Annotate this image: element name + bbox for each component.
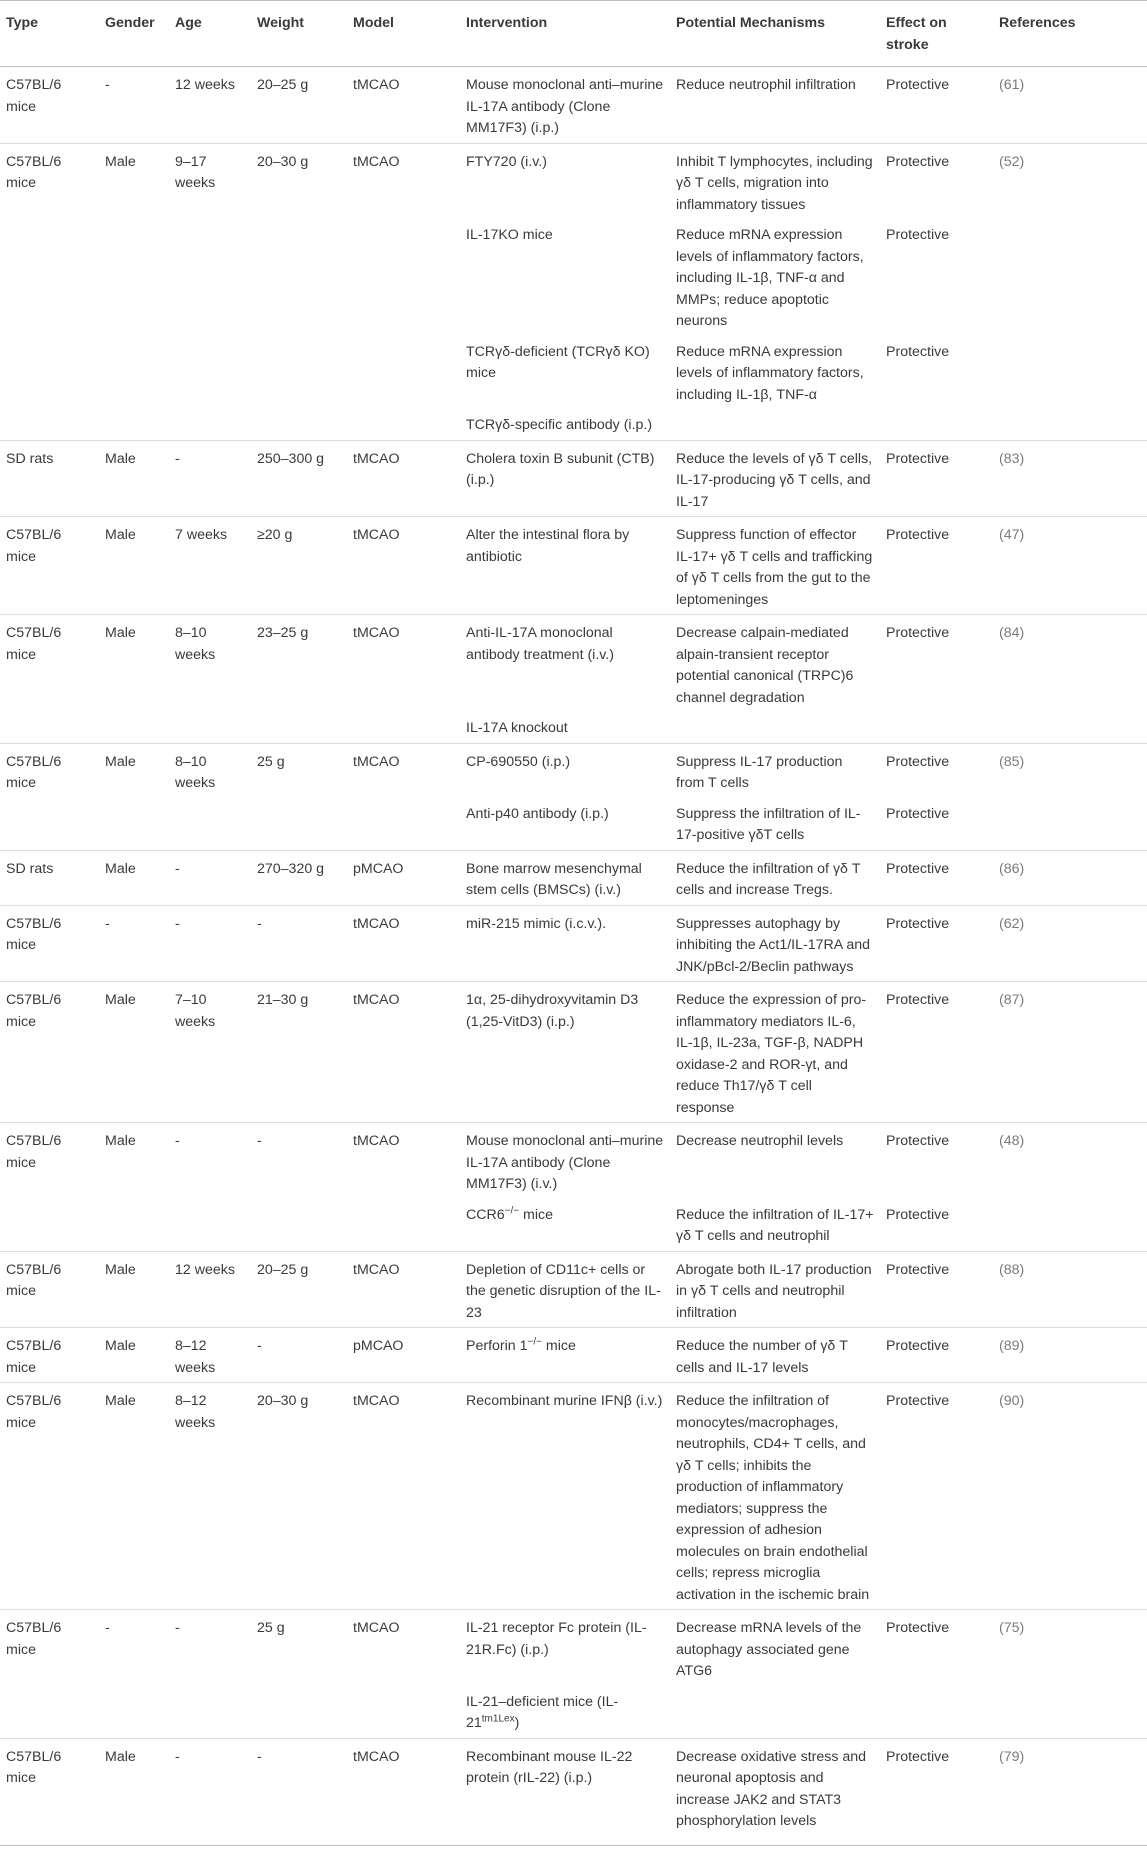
cell-weight: 21–30 g [251, 982, 347, 1123]
table-row [0, 905, 1147, 982]
cell-gender: - [99, 905, 169, 982]
cell-reference [993, 798, 1147, 851]
cell-gender: Male [99, 1328, 169, 1383]
cell-intervention: Cholera toxin B subunit (CTB) (i.p.) [460, 440, 670, 517]
cell-weight: 20–30 g [251, 143, 347, 219]
cell-weight: 20–25 g [251, 1251, 347, 1328]
cell-effect: Protective [880, 1251, 993, 1328]
intervention-text-tail: mice [519, 1206, 554, 1223]
cell-effect: Protective [880, 1610, 993, 1686]
table-row [0, 517, 1147, 615]
header-age: Age [169, 1, 251, 67]
intervention-superscript: tm1Lex [481, 1713, 515, 1725]
cell-reference: (86) [993, 850, 1147, 905]
cell-reference: (52) [993, 143, 1147, 219]
table-row [0, 440, 1147, 517]
table-row [0, 1383, 1147, 1610]
cell-reference: (89) [993, 1328, 1147, 1383]
cell-model [347, 409, 460, 440]
cell-effect: Protective [886, 343, 950, 360]
cell-weight: 270–320 g [251, 850, 347, 905]
cell-weight [251, 798, 347, 851]
cell-intervention: IL-17KO mice [466, 227, 553, 243]
cell-reference [993, 712, 1147, 743]
cell-mechanism: Decrease neutrophil levels [670, 1123, 880, 1199]
cell-weight: - [251, 905, 347, 982]
table-header-row [0, 1, 1147, 67]
cell-intervention: TCRγδ-deficient (TCRγδ KO) mice [466, 343, 650, 381]
cell-reference [993, 219, 1147, 336]
table-row [0, 409, 1147, 440]
cell-model [347, 1199, 460, 1252]
intervention-text: CCR6 [466, 1206, 505, 1223]
table-row [0, 615, 1147, 713]
cell-intervention: miR-215 mimic (i.c.v.). [460, 905, 670, 982]
header-weight: Weight [251, 1, 347, 67]
cell-reference: (83) [993, 440, 1147, 517]
cell-age: 12 weeks [175, 77, 235, 93]
cell-gender: Male [99, 1251, 169, 1328]
cell-mechanism: Reduce the levels of γδ T cells, IL-17-producing γδ T cells, and IL-17 [670, 440, 880, 517]
cell-weight: - [251, 1738, 347, 1845]
cell-mechanism: Reduce the expression of pro-inflammatory mediators IL-6, IL-1β, IL-23a, TGF-β, NADPH oxidase-2 and ROR-γt, and reduce Th17/γδ T cell response [670, 982, 880, 1123]
cell-intervention: Alter the intestinal flora by antibiotic [460, 517, 670, 615]
intervention-text-tail: ) [514, 1715, 520, 1731]
cell-weight: 25 g [251, 1610, 347, 1686]
cell-effect: Protective [880, 1123, 993, 1199]
cell-age: - [169, 1738, 251, 1845]
cell-weight [251, 1199, 347, 1252]
cell-reference [993, 1686, 1147, 1739]
cell-type: C57BL/6 mice [0, 615, 99, 713]
cell-intervention: Mouse monoclonal anti–murine IL-17A antibody (Clone MM17F3) (i.p.) [466, 77, 664, 136]
cell-type [0, 336, 99, 410]
cell-gender: Male [99, 1383, 169, 1610]
cell-age: 9–17 weeks [169, 143, 251, 219]
cell-mechanism: Reduce the number of γδ T cells and IL-17 levels [670, 1328, 880, 1383]
cell-reference [993, 336, 1147, 410]
cell-reference: (87) [993, 982, 1147, 1123]
cell-model: tMCAO [347, 143, 460, 219]
table-row [0, 1738, 1147, 1845]
cell-weight: 25 g [251, 743, 347, 798]
cell-intervention: Bone marrow mesenchymal stem cells (BMSCs) (i.v.) [460, 850, 670, 905]
cell-effect [880, 1686, 993, 1739]
intervention-superscript: −/− [504, 1204, 520, 1216]
table-row [0, 1251, 1147, 1328]
cell-type [0, 1199, 99, 1252]
cell-mechanism [670, 409, 880, 440]
table-row [0, 1123, 1147, 1199]
cell-effect: Protective [880, 615, 993, 713]
cell-type: C57BL/6 mice [0, 143, 99, 219]
cell-reference: (84) [993, 615, 1147, 713]
table-row [0, 336, 1147, 410]
cell-model [347, 336, 460, 410]
cell-reference: (88) [993, 1251, 1147, 1328]
cell-mechanism: Suppress the infiltration of IL-17-positive γδT cells [676, 805, 861, 843]
cell-intervention [460, 1328, 670, 1383]
cell-gender [99, 1199, 169, 1252]
cell-mechanism: Inhibit T lymphocytes, including γδ T cells, migration into inflammatory tissues [670, 143, 880, 219]
cell-age [169, 409, 251, 440]
cell-age: - [169, 1610, 251, 1686]
cell-reference: (90) [993, 1383, 1147, 1610]
cell-type: C57BL/6 mice [0, 905, 99, 982]
cell-effect: Protective [880, 143, 993, 219]
cell-weight [251, 336, 347, 410]
cell-effect: Protective [880, 1328, 993, 1383]
cell-type: C57BL/6 mice [0, 743, 99, 798]
cell-weight: 23–25 g [251, 615, 347, 713]
cell-age: - [169, 905, 251, 982]
cell-intervention: TCRγδ-specific antibody (i.p.) [466, 417, 653, 433]
cell-mechanism: Reduce mRNA expression levels of inflammatory factors, including IL-1β, TNF-α and MMPs; reduce apoptotic neurons [676, 227, 864, 329]
cell-gender: Male [99, 850, 169, 905]
cell-type: C57BL/6 mice [0, 1738, 99, 1845]
cell-model: tMCAO [347, 982, 460, 1123]
cell-type: C57BL/6 mice [0, 1123, 99, 1199]
cell-age: - [169, 440, 251, 517]
cell-intervention: Recombinant murine IFNβ (i.v.) [460, 1383, 670, 1610]
cell-mechanism: Reduce the infiltration of γδ T cells and increase Tregs. [670, 850, 880, 905]
cell-intervention [460, 1199, 670, 1252]
cell-intervention: FTY720 (i.v.) [460, 143, 670, 219]
cell-type [0, 798, 99, 851]
table-row [0, 219, 1147, 336]
cell-age: 7–10 weeks [169, 982, 251, 1123]
table-body [0, 67, 1147, 1846]
cell-type [0, 409, 99, 440]
cell-effect: Protective [880, 982, 993, 1123]
cell-age [169, 1199, 251, 1252]
table-row [0, 67, 1147, 144]
table-row [0, 743, 1147, 798]
cell-model: pMCAO [347, 850, 460, 905]
cell-effect: Protective [886, 805, 950, 822]
cell-mechanism: Decrease oxidative stress and neuronal apoptosis and increase JAK2 and STAT3 phosphorylation levels [670, 1738, 880, 1845]
cell-effect: Protective [880, 1738, 993, 1845]
cell-effect: Protective [880, 517, 993, 615]
cell-weight: - [251, 1328, 347, 1383]
cell-reference [993, 409, 1147, 440]
cell-model: tMCAO [347, 615, 460, 713]
table-row [0, 1686, 1147, 1739]
cell-reference: (85) [993, 743, 1147, 798]
cell-age: - [169, 1123, 251, 1199]
cell-age: 12 weeks [169, 1251, 251, 1328]
cell-gender: Male [99, 743, 169, 798]
cell-intervention: IL-17A knockout [466, 720, 568, 736]
cell-type: SD rats [0, 440, 99, 517]
cell-effect: Protective [886, 227, 950, 243]
header-type: Type [0, 1, 99, 67]
cell-gender: - [99, 1610, 169, 1686]
cell-type [0, 219, 99, 336]
cell-reference [993, 1199, 1147, 1252]
cell-gender [99, 712, 169, 743]
cell-intervention: Anti-p40 antibody (i.p.) [466, 805, 609, 822]
cell-intervention: IL-21 receptor Fc protein (IL-21R.Fc) (i.p.) [460, 1610, 670, 1686]
header-gender: Gender [99, 1, 169, 67]
cell-model: tMCAO [347, 1738, 460, 1845]
header-model: Model [347, 1, 460, 67]
cell-type [0, 712, 99, 743]
cell-weight [251, 1686, 347, 1739]
cell-model [347, 1686, 460, 1739]
cell-weight: 20–25 g [257, 77, 309, 93]
intervention-text: Perforin 1 [466, 1338, 528, 1354]
cell-mechanism: Abrogate both IL-17 production in γδ T cells and neutrophil infiltration [670, 1251, 880, 1328]
cell-mechanism: Reduce the infiltration of monocytes/macrophages, neutrophils, CD4+ T cells, and γδ T cells; inhibits the production of inflammatory mediators; suppress the expression of adhesion molecules on brain endothelial cells; repress microglia activation in the ischemic brain [670, 1383, 880, 1610]
cell-age [169, 712, 251, 743]
header-potential-mechanisms: Potential Mechanisms [670, 1, 880, 67]
cell-gender [99, 409, 169, 440]
cell-age: 8–10 weeks [169, 743, 251, 798]
intervention-text-tail: mice [541, 1338, 576, 1354]
cell-reference: (79) [993, 1738, 1147, 1845]
table-row [0, 982, 1147, 1123]
cell-weight: 20–30 g [251, 1383, 347, 1610]
cell-gender: Male [99, 143, 169, 219]
table-row [0, 1199, 1147, 1252]
cell-type: SD rats [0, 850, 99, 905]
cell-effect: Protective [886, 1206, 950, 1223]
cell-effect: Protective [880, 850, 993, 905]
table-row [0, 798, 1147, 851]
cell-mechanism: Reduce neutrophil infiltration [676, 77, 856, 93]
cell-reference: (47) [993, 517, 1147, 615]
cell-weight [251, 219, 347, 336]
header-intervention: Intervention [460, 1, 670, 67]
cell-weight: ≥20 g [251, 517, 347, 615]
cell-model: tMCAO [347, 905, 460, 982]
cell-reference: (75) [993, 1610, 1147, 1686]
cell-intervention: Anti-IL-17A monoclonal antibody treatment (i.v.) [460, 615, 670, 713]
cell-type: C57BL/6 mice [0, 1251, 99, 1328]
cell-mechanism [670, 1686, 880, 1739]
cell-reference: (62) [993, 905, 1147, 982]
cell-age: 8–10 weeks [169, 615, 251, 713]
cell-type: C57BL/6 mice [0, 1328, 99, 1383]
cell-mechanism: Suppresses autophagy by inhibiting the Act1/IL-17RA and JNK/pBcl-2/Beclin pathways [670, 905, 880, 982]
cell-age [169, 1686, 251, 1739]
table-row [0, 1328, 1147, 1383]
cell-mechanism: Reduce the infiltration of IL-17+ γδ T cells and neutrophil [676, 1206, 874, 1244]
cell-effect [880, 712, 993, 743]
table-row [0, 1610, 1147, 1686]
cell-model: tMCAO [347, 1251, 460, 1328]
cell-reference: (48) [993, 1123, 1147, 1199]
cell-mechanism: Suppress IL-17 production from T cells [670, 743, 880, 798]
cell-model: tMCAO [347, 1383, 460, 1610]
cell-gender [99, 219, 169, 336]
cell-type: C57BL/6 mice [0, 1610, 99, 1686]
cell-effect: Protective [886, 77, 950, 93]
table-row [0, 712, 1147, 743]
cell-gender: Male [99, 982, 169, 1123]
cell-weight [251, 712, 347, 743]
cell-weight [251, 409, 347, 440]
cell-weight: 250–300 g [251, 440, 347, 517]
cell-model [347, 798, 460, 851]
cell-reference: (61) [999, 77, 1025, 93]
cell-age [169, 798, 251, 851]
cell-age: - [169, 850, 251, 905]
cell-mechanism: Suppress function of effector IL-17+ γδ T cells and trafficking of γδ T cells from the gut to the leptomeninges [670, 517, 880, 615]
cell-intervention: Recombinant mouse IL-22 protein (rIL-22) (i.p.) [460, 1738, 670, 1845]
cell-age [169, 336, 251, 410]
cell-gender: Male [99, 440, 169, 517]
cell-gender: Male [99, 615, 169, 713]
cell-intervention [460, 1686, 670, 1739]
cell-mechanism: Decrease calpain-mediated alpain-transient receptor potential canonical (TRPC)6 channel degradation [670, 615, 880, 713]
cell-type: C57BL/6 mice [0, 517, 99, 615]
cell-gender: - [105, 77, 110, 93]
cell-type [0, 1686, 99, 1739]
intervention-text: IL-21–deficient mice (IL-21 [466, 1693, 619, 1731]
cell-effect [880, 409, 993, 440]
cell-model: tMCAO [347, 743, 460, 798]
cell-gender [99, 798, 169, 851]
cell-model: tMCAO [347, 517, 460, 615]
cell-gender: Male [99, 517, 169, 615]
cell-intervention: Mouse monoclonal anti–murine IL-17A antibody (Clone MM17F3) (i.v.) [460, 1123, 670, 1199]
cell-age [169, 219, 251, 336]
cell-gender: Male [99, 1123, 169, 1199]
cell-gender [99, 336, 169, 410]
cell-model: tMCAO [347, 440, 460, 517]
cell-gender: Male [99, 1738, 169, 1845]
cell-effect: Protective [880, 743, 993, 798]
cell-type: C57BL/6 mice [0, 982, 99, 1123]
cell-age: 8–12 weeks [169, 1383, 251, 1610]
cell-model: tMCAO [347, 1123, 460, 1199]
cell-effect: Protective [880, 1383, 993, 1610]
cell-mechanism [670, 712, 880, 743]
cell-type: C57BL/6 mice [0, 1383, 99, 1610]
cell-age: 7 weeks [169, 517, 251, 615]
cell-mechanism: Reduce mRNA expression levels of inflammatory factors, including IL-1β, TNF-α [676, 343, 864, 403]
intervention-superscript: −/− [527, 1336, 542, 1348]
cell-intervention: CP-690550 (i.p.) [460, 743, 670, 798]
cell-intervention: 1α, 25-dihydroxyvitamin D3 (1,25-VitD3) (i.p.) [460, 982, 670, 1123]
cell-model: tMCAO [347, 1610, 460, 1686]
header-effect-on-stroke: Effect on stroke [880, 1, 993, 67]
cell-model [347, 219, 460, 336]
cell-effect: Protective [880, 440, 993, 517]
table-row [0, 143, 1147, 219]
header-references: References [993, 1, 1147, 67]
cell-mechanism: Decrease mRNA levels of the autophagy associated gene ATG6 [670, 1610, 880, 1686]
cell-type: C57BL/6 mice [6, 77, 62, 115]
cell-intervention: Depletion of CD11c+ cells or the genetic disruption of the IL-23 [460, 1251, 670, 1328]
cell-effect: Protective [880, 905, 993, 982]
cell-weight: - [251, 1123, 347, 1199]
cell-gender [99, 1686, 169, 1739]
cell-model [347, 712, 460, 743]
cell-model: tMCAO [353, 77, 400, 93]
table-row [0, 850, 1147, 905]
cell-age: 8–12 weeks [169, 1328, 251, 1383]
cell-model: pMCAO [347, 1328, 460, 1383]
